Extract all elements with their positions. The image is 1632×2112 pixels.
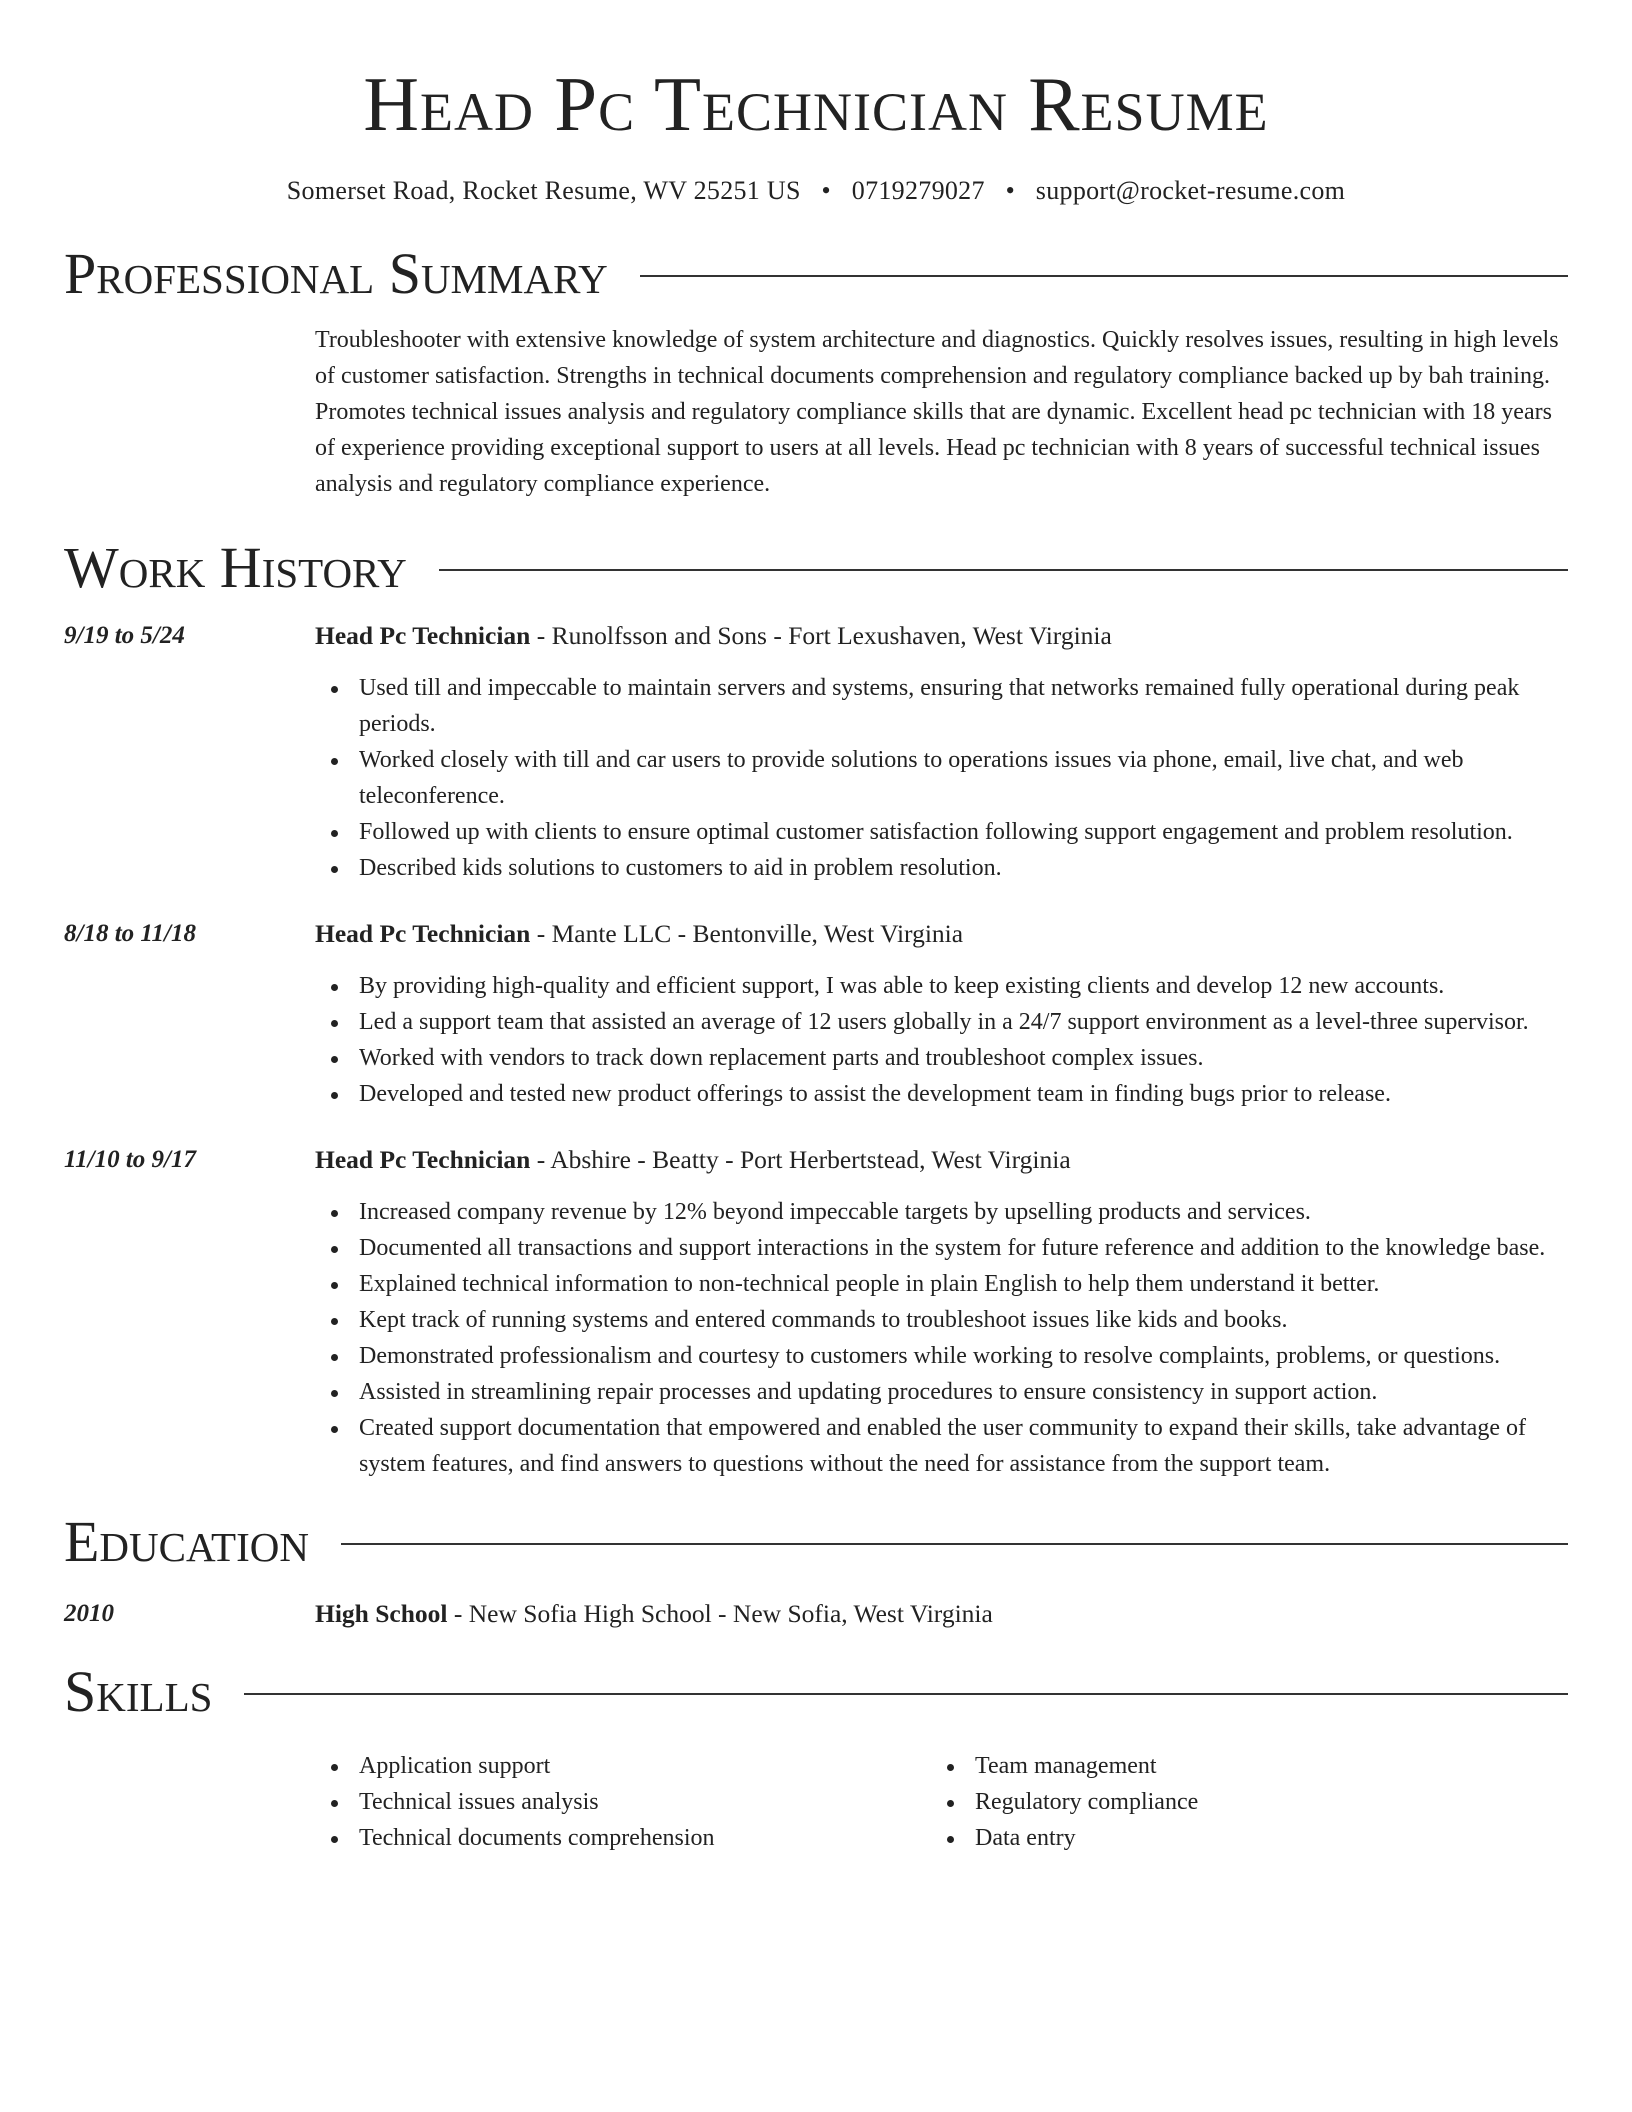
job-bullet-text: Explained technical information to non-technical people in plain English to help them understand it better. (359, 1271, 1380, 1297)
job-role: Head Pc Technician (315, 919, 531, 948)
skill-item (975, 1820, 1547, 1856)
job-bullet-text: Documented all transactions and support interactions in the system for future reference and addition to the knowledge base. (359, 1235, 1546, 1261)
job-bullet-text: Used till and impeccable to maintain servers and systems, ensuring that networks remained fully operational during peak periods. (359, 675, 1520, 737)
bullet-dot-icon (947, 1836, 954, 1843)
job-company-location: - Runolfsson and Sons - Fort Lexushaven, West Virginia (530, 621, 1112, 650)
summary-text: Troubleshooter with extensive knowledge of system architecture and diagnostics. Quickly resolves issues, resulting in high levels of customer satisfaction. Strengths in technical documents comprehension and regulatory compliance backed up by bah training. Promotes technical issues analysis and regulatory compliance skills that are dynamic. Excellent head pc technician with 18 years of experience providing exceptional support to users at all levels. Head pc technician with 8 years of successful technical issues analysis and regulatory compliance experience. (315, 327, 1559, 497)
bullet-dot-icon (331, 1092, 338, 1099)
job-bullet-text: Increased company revenue by 12% beyond impeccable targets by upselling products and services. (359, 1199, 1311, 1225)
skills-left-spacer (64, 1748, 315, 1856)
job-content (315, 618, 1568, 886)
section-divider (439, 569, 1568, 571)
job-bullet (359, 742, 1568, 814)
job-content (315, 1142, 1568, 1482)
education-entry (64, 1596, 1568, 1632)
skill-text: Technical issues analysis (359, 1789, 599, 1815)
job-bullet-text: Followed up with clients to ensure optimal customer satisfaction following support engagement and problem resolution. (359, 819, 1513, 845)
job-company-location: - Abshire - Beatty - Port Herbertstead, West Virginia (530, 1145, 1071, 1174)
skills-column-2 (931, 1748, 1547, 1856)
job-dates: 11/10 to 9/17 (64, 1146, 196, 1173)
section-divider (341, 1543, 1568, 1545)
skills-section (64, 1748, 1568, 1856)
job-bullet (359, 1230, 1568, 1266)
job-entry (64, 1142, 1568, 1482)
skill-item (975, 1784, 1547, 1820)
skill-text: Technical documents comprehension (359, 1825, 715, 1851)
job-bullet-text: Assisted in streamlining repair processes and updating procedures to ensure consistency in support action. (359, 1379, 1378, 1405)
skills-column-1 (315, 1748, 931, 1856)
job-bullet (359, 670, 1568, 742)
job-dates: 9/19 to 5/24 (64, 622, 185, 649)
bullet-dot-icon (331, 1246, 338, 1253)
job-bullet-list (315, 968, 1568, 1112)
job-bullet-text: Worked with vendors to track down replacement parts and troubleshoot complex issues. (359, 1045, 1204, 1071)
contact-address: Somerset Road, Rocket Resume, WV 25251 US (286, 176, 801, 205)
bullet-dot-icon (331, 1836, 338, 1843)
skill-item (359, 1784, 931, 1820)
job-bullet (359, 1302, 1568, 1338)
skills-section-header (64, 1660, 1568, 1724)
bullet-dot-icon (331, 1210, 338, 1217)
job-bullet-list (315, 1194, 1568, 1482)
job-entry (64, 618, 1568, 886)
education-details-line (315, 1596, 1568, 1632)
work-section-header (64, 536, 1568, 600)
bullet-dot-icon (331, 758, 338, 765)
skill-text: Data entry (975, 1825, 1076, 1851)
education-details: - New Sofia High School - New Sofia, West Virginia (447, 1599, 993, 1628)
skill-item (975, 1748, 1547, 1784)
job-bullet (359, 1194, 1568, 1230)
skill-text: Application support (359, 1753, 551, 1779)
skill-item (359, 1748, 931, 1784)
section-divider (244, 1693, 1568, 1695)
work-history-list (64, 618, 1568, 1482)
job-bullet-text: Worked closely with till and car users to provide solutions to operations issues via phone, email, live chat, and web teleconference. (359, 747, 1464, 809)
work-heading: Work History (64, 535, 407, 600)
job-role: Head Pc Technician (315, 621, 531, 650)
contact-separator: • (1005, 176, 1015, 205)
skill-text: Team management (975, 1753, 1157, 1779)
job-company-location: - Mante LLC - Bentonville, West Virginia (530, 919, 964, 948)
contact-line (64, 174, 1568, 208)
job-bullet (359, 1004, 1568, 1040)
job-bullet-text: By providing high-quality and efficient support, I was able to keep existing clients and develop 12 new accounts. (359, 973, 1445, 999)
job-title-line (315, 916, 1568, 952)
job-role: Head Pc Technician (315, 1145, 531, 1174)
bullet-dot-icon (331, 1390, 338, 1397)
job-bullet-list (315, 670, 1568, 886)
bullet-dot-icon (947, 1800, 954, 1807)
job-bullet-text: Kept track of running systems and entered commands to troubleshoot issues like kids and books. (359, 1307, 1288, 1333)
job-title-line (315, 618, 1568, 654)
bullet-dot-icon (331, 686, 338, 693)
bullet-dot-icon (331, 1800, 338, 1807)
job-bullet-text: Developed and tested new product offerings to assist the development team in finding bugs prior to release. (359, 1081, 1391, 1107)
job-bullet-text: Led a support team that assisted an average of 12 users globally in a 24/7 support environment as a level-three supervisor. (359, 1009, 1529, 1035)
job-bullet (359, 1374, 1568, 1410)
skill-text: Regulatory compliance (975, 1789, 1199, 1815)
job-bullet (359, 1040, 1568, 1076)
job-bullet (359, 1410, 1568, 1482)
skill-item (359, 1820, 931, 1856)
contact-separator: • (821, 176, 831, 205)
job-bullet-text: Described kids solutions to customers to aid in problem resolution. (359, 855, 1002, 881)
bullet-dot-icon (331, 1764, 338, 1771)
bullet-dot-icon (331, 984, 338, 991)
education-section-header (64, 1510, 1568, 1574)
bullet-dot-icon (331, 1020, 338, 1027)
skills-heading: Skills (64, 1659, 213, 1724)
bullet-dot-icon (331, 866, 338, 873)
job-bullet (359, 968, 1568, 1004)
job-bullet (359, 814, 1568, 850)
job-entry (64, 916, 1568, 1112)
job-title-line (315, 1142, 1568, 1178)
section-divider (640, 275, 1568, 277)
job-bullet (359, 1266, 1568, 1302)
skills-columns (315, 1748, 1568, 1856)
job-bullet (359, 850, 1568, 886)
summary-left-spacer (64, 322, 315, 502)
contact-email: support@rocket-resume.com (1035, 176, 1346, 205)
bullet-dot-icon (331, 830, 338, 837)
job-bullet-text: Created support documentation that empowered and enabled the user community to expand their skills, take advantage of system features, and find answers to questions without the need for assistance from the support team. (359, 1415, 1526, 1477)
job-bullet-text: Demonstrated professionalism and courtesy to customers while working to resolve complaints, problems, or questions. (359, 1343, 1501, 1369)
bullet-dot-icon (331, 1282, 338, 1289)
bullet-dot-icon (331, 1318, 338, 1325)
job-bullet (359, 1076, 1568, 1112)
bullet-dot-icon (331, 1354, 338, 1361)
job-dates: 8/18 to 11/18 (64, 920, 196, 947)
bullet-dot-icon (331, 1426, 338, 1433)
summary-section (64, 322, 1568, 502)
education-year: 2010 (64, 1600, 114, 1627)
bullet-dot-icon (331, 1056, 338, 1063)
bullet-dot-icon (947, 1764, 954, 1771)
education-degree: High School (315, 1599, 448, 1628)
summary-heading: Professional Summary (64, 241, 608, 306)
job-content (315, 916, 1568, 1112)
resume-title: Head Pc Technician Resume (363, 61, 1269, 147)
job-bullet (359, 1338, 1568, 1374)
education-heading: Education (64, 1509, 309, 1574)
summary-section-header (64, 242, 1568, 306)
contact-phone: 0719279027 (851, 176, 985, 205)
